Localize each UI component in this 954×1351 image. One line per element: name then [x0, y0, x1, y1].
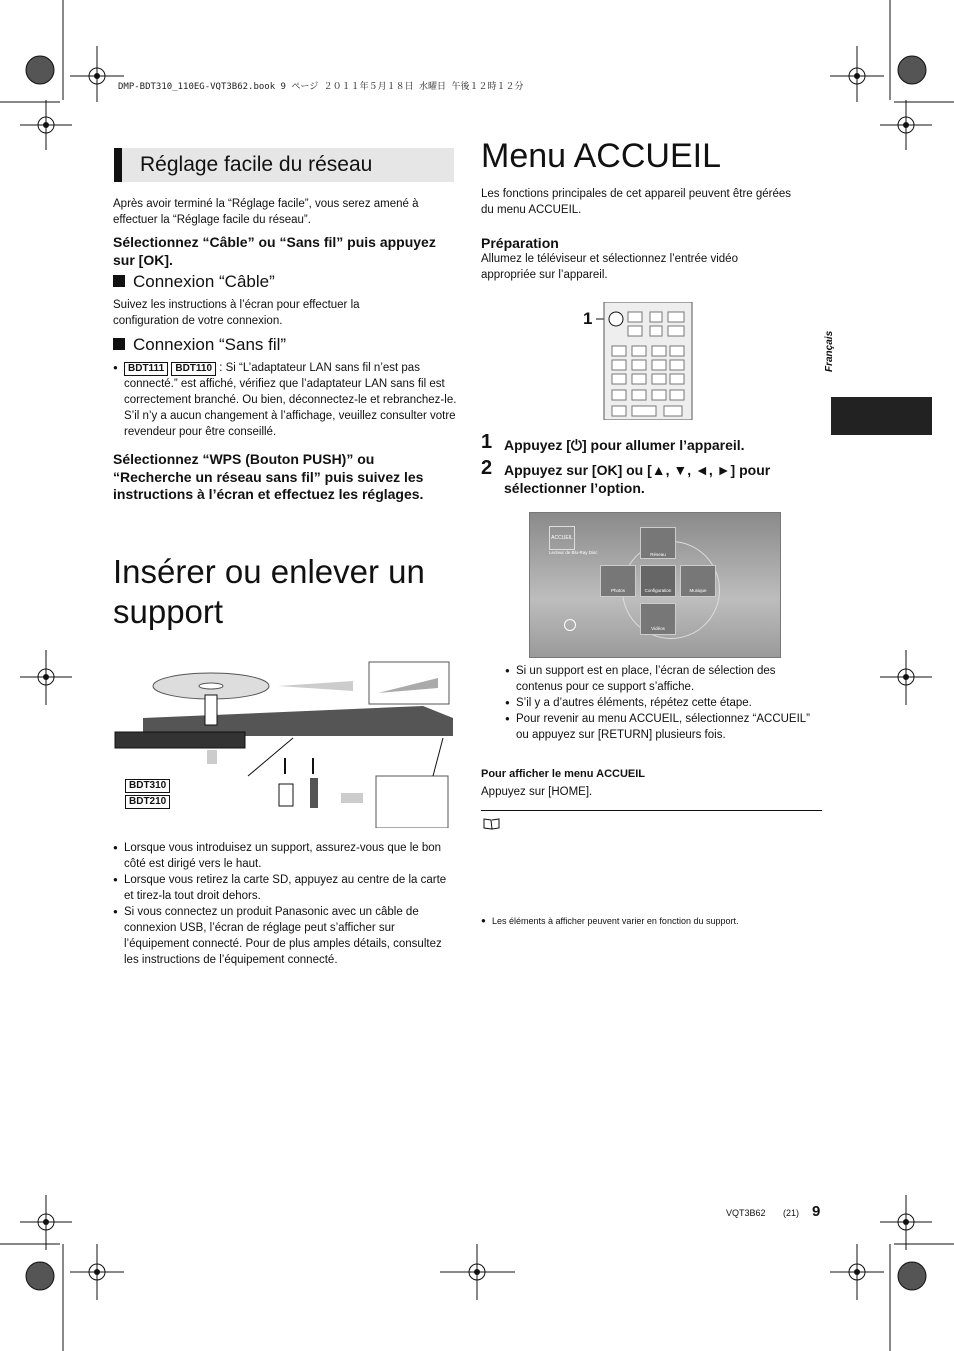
- step2-text: Appuyez sur [OK] ou [▲, ▼, ◄, ►] pour sélectionner l’option.: [504, 462, 771, 496]
- footer-code: VQT3B62: [726, 1208, 766, 1218]
- prep-text: Allumez le téléviseur et sélectionnez l’entrée vidéo appropriée sur l’appareil.: [481, 253, 738, 281]
- home-screen: [529, 512, 781, 658]
- remote-callout: 1: [583, 309, 593, 328]
- model-tag-bdt110: BDT110: [171, 362, 216, 376]
- menu-item-top-label: Réseau: [650, 552, 666, 557]
- menu-item-bottom[interactable]: [640, 603, 676, 635]
- menu-item-left[interactable]: [600, 565, 636, 597]
- bullet-item: ● S’il y a d’autres éléments, répétez cette étape.: [505, 695, 825, 711]
- language-label: Français: [824, 330, 835, 372]
- cable-heading-text: Connexion “Câble”: [133, 272, 275, 291]
- menu-title: Menu ACCUEIL: [481, 137, 721, 175]
- menu-item-right[interactable]: [680, 565, 716, 597]
- wifi-bullet: [113, 360, 459, 440]
- note-divider: [481, 810, 822, 811]
- menu-item-top[interactable]: [640, 527, 676, 559]
- step2-number: 2: [481, 457, 493, 479]
- display-heading: Pour afficher le menu ACCUEIL: [481, 768, 646, 780]
- wifi-heading: [113, 335, 286, 355]
- section-title: Réglage facile du réseau: [140, 153, 373, 176]
- page-number: 9: [812, 1203, 821, 1220]
- nav-icon: [564, 619, 576, 631]
- wifi-heading-text: Connexion “Sans fil”: [133, 335, 287, 354]
- insert-bullets: [113, 840, 453, 968]
- note-text: ● Les éléments à afficher peuvent varier en fonction du support.: [481, 916, 832, 926]
- bullet-item: ● Pour revenir au menu ACCUEIL, sélectionnez “ACCUEIL” ou appuyez sur [RETURN] plusieurs fois.: [505, 711, 825, 743]
- step1-text: Appuyez [⏻] pour allumer l’appareil.: [504, 437, 745, 453]
- menu-item-left-label: Photos: [610, 588, 625, 593]
- language-tab: [831, 397, 932, 435]
- home-bullets: [505, 663, 825, 743]
- home-label: ACCUEIL: [549, 526, 575, 550]
- section-heading-network: [114, 148, 454, 182]
- bullet-item: ● Lorsque vous introduisez un support, assurez-vous que le bon côté est dirigé vers le haut.: [113, 840, 453, 872]
- network-intro: Après avoir terminé la “Réglage facile”, vous serez amené à effectuer la “Réglage facile du réseau”.: [113, 198, 419, 226]
- bullet-item: ● Lorsque vous retirez la carte SD, appuyez au centre de la carte et tirez-la tout droit dehors.: [113, 872, 453, 904]
- model-tag-bdt111: BDT111: [124, 362, 168, 376]
- wifi-text: : Si “L’adaptateur LAN sans fil n’est pas connecté.” est affiché, vérifiez que l’adaptateur LAN sans fil est correctement branché. Ou bien, déconnectez-le et rebranchez-le. S’il n’y a aucun changement à l’affichage, veuillez consulter votre revendeur pour être conseillé.: [124, 362, 457, 438]
- bullet-item: ● Si vous connectez un produit Panasonic avec un câble de connexion USB, l’écran de réglage peut s’afficher sur l’équipement connecté. Pour de plus amples détails, consultez les instructions de l’équipement connecté.: [113, 904, 453, 968]
- menu-item-bottom-label: Vidéos: [651, 626, 665, 631]
- instruction-wps: Sélectionnez “WPS (Bouton PUSH)” ou “Recherche un réseau sans fil” puis suivez les instructions à l’écran et effectuez les réglages.: [113, 451, 424, 502]
- display-text: Appuyez sur [HOME].: [481, 786, 593, 798]
- footer-sub: (21): [783, 1208, 800, 1218]
- insert-title: Insérer ou enlever un support: [113, 553, 425, 630]
- book-icon: [483, 818, 501, 830]
- model-tag-bdt210: BDT210: [125, 795, 170, 809]
- menu-intro: Les fonctions principales de cet appareil peuvent être gérées du menu ACCUEIL.: [481, 188, 792, 216]
- remote-illustration: [594, 302, 694, 420]
- menu-item-center[interactable]: [640, 565, 676, 597]
- model-tag-bdt310: BDT310: [125, 779, 170, 793]
- menu-item-right-label: Musique: [689, 588, 707, 593]
- menu-item-center-label: Configuration: [644, 588, 672, 593]
- cable-text: Suivez les instructions à l’écran pour effectuer la configuration de votre connexion.: [113, 299, 360, 327]
- cable-heading: [113, 272, 275, 292]
- instruction-select-connection: Sélectionnez “Câble” ou “Sans fil” puis appuyez sur [OK].: [113, 234, 436, 268]
- device-label: Lecteur de Blu-Ray Disc: [549, 550, 598, 555]
- file-info-header: DMP-BDT310_110EG-VQT3B62.book 9 ページ ２０１１年５月１８日 水曜日 午後１２時１２分: [118, 82, 524, 92]
- bullet-item: ● Si un support est en place, l’écran de sélection des contenus pour ce support s’affiche.: [505, 663, 825, 695]
- prep-heading: Préparation: [481, 235, 559, 251]
- step1-number: 1: [481, 431, 493, 453]
